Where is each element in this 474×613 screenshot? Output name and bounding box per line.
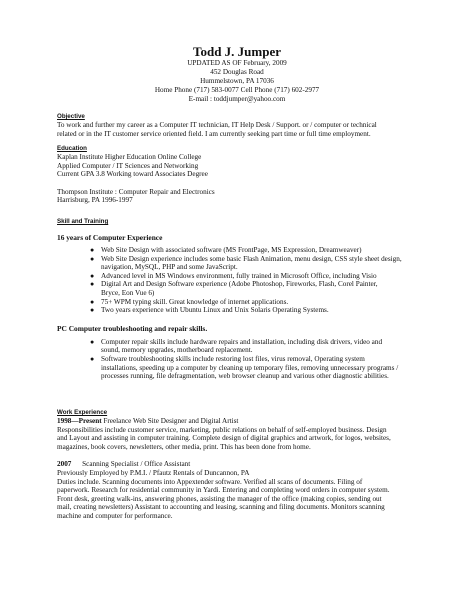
job2-year: 2007 — [57, 460, 72, 469]
objective-section — [57, 113, 427, 138]
job2-line: mail, creating newsletters) Assistant to accounting and leasing, scanning and filing documents. Monitors scanning — [57, 503, 385, 512]
bullet-dot: ● — [90, 306, 95, 315]
bullet-dot: ● — [90, 280, 95, 289]
bullet-item: ● Digital Art and Design Software experience (Adobe Photoshop, Fireworks, Flash, Corel Painter, Bryce, Eon Vue 6) — [90, 280, 378, 297]
education-heading: Education — [57, 145, 87, 152]
bullet-item: ● Computer repair skills include hardware repairs and installation, including disk drivers, video and sound, memory upgrades, motherboard replacement. — [90, 337, 383, 355]
job2-line: Front desk, greeting walk-ins, answering phones, assisting the manager of the office (making copies, sending out — [57, 494, 382, 503]
applicant-name: Todd J. Jumper — [192, 44, 282, 59]
resume-header — [0, 44, 474, 104]
bullet-dot: ● — [90, 271, 95, 280]
objective-line: To work and further my career as a Computer IT technician, IT Help Desk / Support. or / computer or technical — [57, 121, 377, 129]
job1-line: and Layout and assisting in computer training. Complete design of digital graphics and artwork, for logos, websites, — [57, 434, 391, 443]
email-address: E-mail : toddjumper@yahoo.com — [188, 95, 286, 103]
bullet-dot: ● — [90, 354, 95, 363]
bullet-item: ● 75+ WPM typing skill. Great knowledge of internet applications. — [90, 297, 289, 306]
updated-date: UPDATED AS OF February, 2009 — [187, 59, 287, 67]
job1-years: 1998—Present — [57, 417, 102, 425]
experience-bullet-list — [57, 246, 427, 315]
city-state-zip: Hummelstown, PA 17036 — [200, 77, 274, 85]
street-address: 452 Douglas Road — [210, 68, 264, 76]
bullet-dot: ● — [90, 297, 95, 306]
education-line: Harrisburg, PA 1996-1997 — [57, 196, 133, 205]
bullet-dot: ● — [90, 337, 95, 346]
bullet-item: ● Web Site Design with associated software (MS FrontPage, MS Expression, Dreamweaver) — [90, 246, 362, 254]
bullet-item: ● Advanced level in MS Windows environment, fully trained in Microsoft Office, including Visio — [90, 271, 377, 280]
education-line: Current GPA 3.8 Working toward Associates Degree — [57, 170, 208, 179]
bullet-item: ● Two years experience with Ubuntu Linux and Unix Solaris Operating Systems. — [90, 306, 329, 315]
phone-numbers: Home Phone (717) 583-0077 Cell Phone (717) 602-2977 — [154, 86, 320, 94]
experience-subheading: 16 years of Computer Experience — [57, 233, 163, 242]
troubleshooting-subheading: PC Computer troubleshooting and repair skills. — [57, 323, 208, 333]
job2-line: machine and computer for performance. — [57, 511, 173, 520]
work-heading: Work Experience — [57, 409, 108, 416]
bullet-item: ● Web Site Design experience includes some basic Flash Animation, menu design, CSS style sheet design, navigation, MySQL, PHP and some JavaScript. — [90, 254, 402, 272]
job1-line: Responsibilities include customer service, marketing, public relations on behalf of self-employed business. Design — [57, 425, 387, 434]
education-line: Thompson Institute : Computer Repair and Electronics — [57, 187, 215, 196]
education-line: Kaplan Institute Higher Education Online College — [57, 153, 202, 161]
job2-line: Duties include. Scanning documents into Appextender software. Verified all scans of documents. Filing of — [57, 477, 363, 486]
job2-line: Previously Employed by P.M.I. / Pfautz Rentals of Duncannon, PA — [57, 468, 250, 477]
job1-title: Freelance Web Site Designer and Digital Artist — [101, 417, 239, 425]
education-section — [57, 145, 427, 205]
skills-heading: Skill and Training — [57, 218, 109, 225]
job2-line: paperwork. Research for residential community in Yardi. Entering and completing word orders in computer system. — [57, 486, 390, 495]
job2-title-line — [57, 460, 427, 469]
bullet-dot: ● — [90, 246, 95, 254]
objective-line: related or in the IT customer service oriented field. I am currently seeking part time or full time employment. — [57, 129, 371, 138]
bullet-item: ● Software troubleshooting skills include restoring lost files, virus removal, Operating system installations, speeding up a computer by cleaning up temporary files, removing unnecessary programs / processes running, file defragmentation, web browser cleanup and various other diagnostic abilities. — [90, 354, 399, 381]
work-section — [57, 409, 427, 521]
education-line: Applied Computer / IT Sciences and Networking — [57, 161, 199, 170]
job1-title-line — [57, 417, 427, 426]
job1-line: magazines, book covers, newsletters, other media, print. This has been done from home. — [57, 442, 311, 451]
skills-section — [57, 218, 427, 381]
objective-heading: Objective — [57, 113, 85, 120]
troubleshooting-bullet-list — [57, 338, 427, 381]
bullet-dot: ● — [90, 254, 95, 263]
job2-title: Scanning Specialist / Office Assistant — [71, 460, 191, 469]
